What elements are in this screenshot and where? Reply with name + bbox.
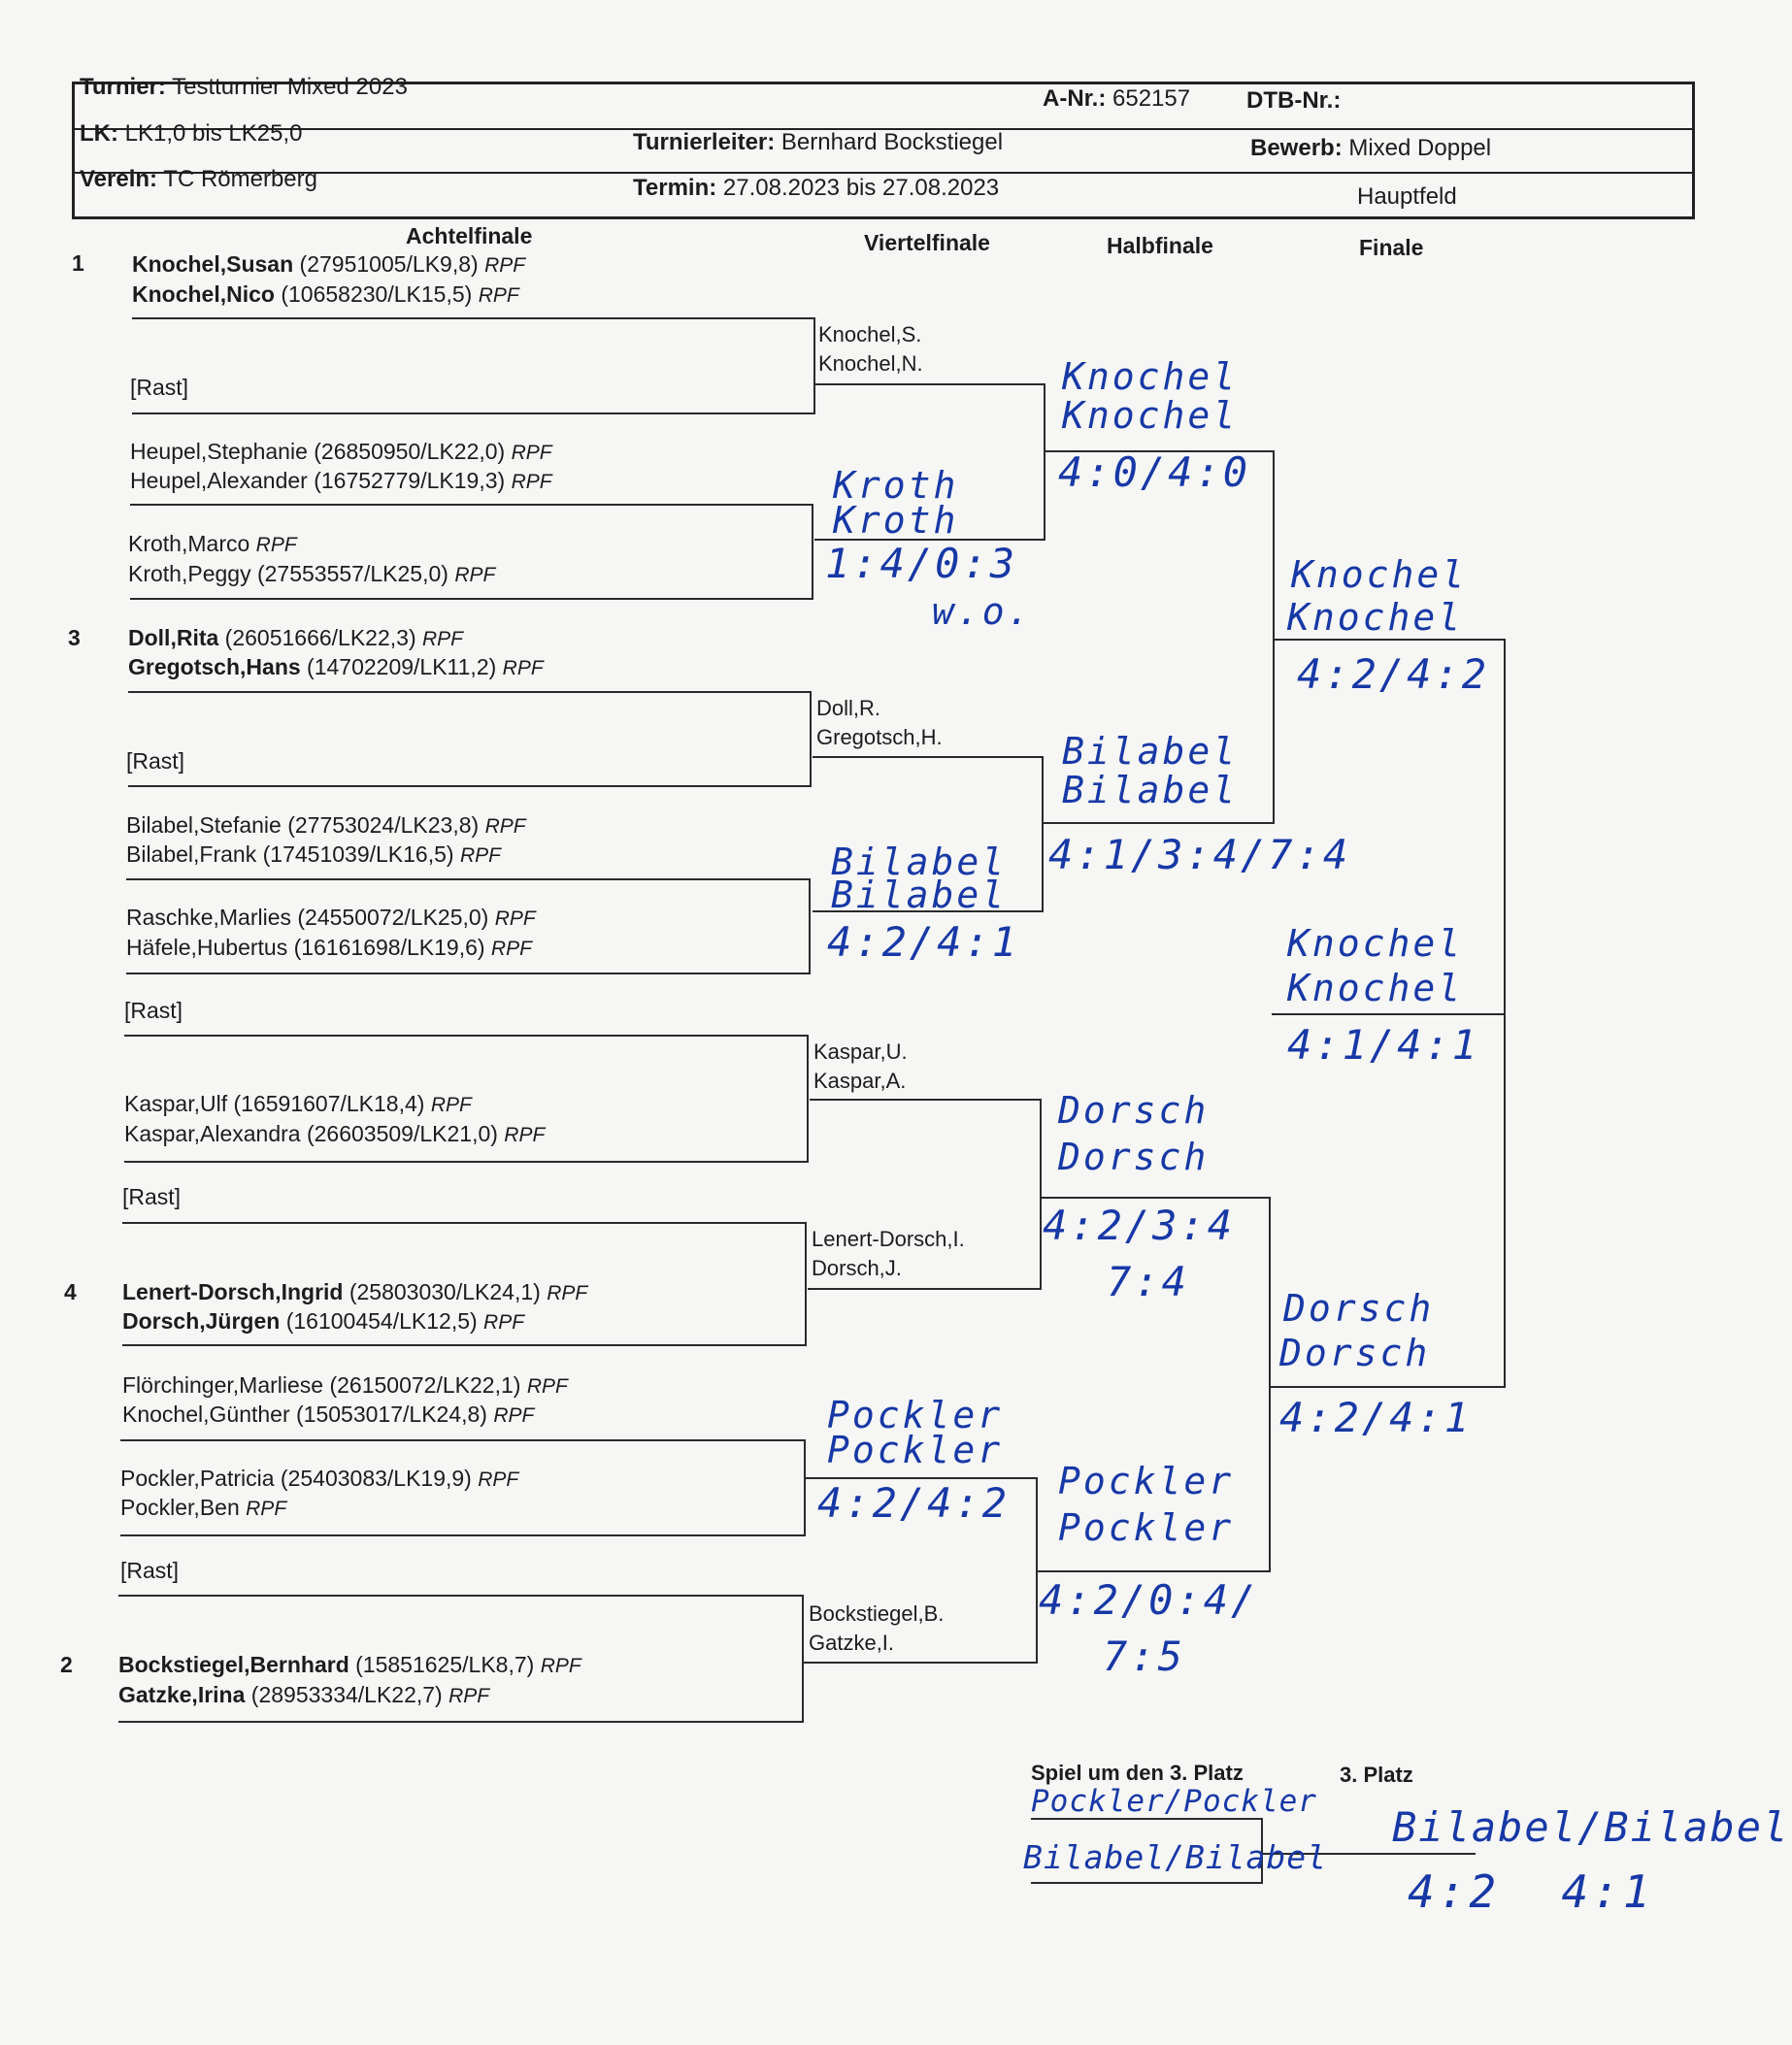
entry-player: Heupel,Alexander (16752779/LK19,3) RPF	[130, 468, 552, 493]
entry-player: Kroth,Marco RPF	[128, 531, 297, 556]
qf-name: Bockstiegel,B.	[809, 1601, 945, 1626]
handwritten-name: Pockler	[827, 1394, 1004, 1436]
handwritten-name: Kroth	[833, 499, 959, 542]
handwritten-name: Pockler	[1058, 1460, 1235, 1502]
entry-player: Kaspar,Ulf (16591607/LK18,4) RPF	[124, 1091, 472, 1116]
third-place-match-label: Spiel um den 3. Platz	[1031, 1761, 1244, 1785]
qf-name: Gatzke,I.	[809, 1631, 895, 1655]
handwritten-score: 7:4	[1107, 1258, 1189, 1305]
entry-player: Bockstiegel,Bernhard (15851625/LK8,7) RPF	[118, 1652, 581, 1677]
entry-player: Dorsch,Jürgen (16100454/LK12,5) RPF	[122, 1308, 525, 1334]
qf-name: Knochel,S.	[818, 322, 922, 346]
bracket-line	[128, 692, 811, 786]
seed-number: 4	[64, 1279, 77, 1304]
handwritten-score: 4:2 4:1	[1408, 1865, 1654, 1918]
qf-name: Dorsch,J.	[812, 1256, 902, 1280]
handwritten-name: Pockler	[827, 1429, 1004, 1471]
handwritten-name: Knochel	[1062, 394, 1239, 437]
handwritten-name: Kroth	[833, 464, 959, 507]
entry-player: Doll,Rita (26051666/LK22,3) RPF	[128, 625, 463, 650]
handwritten-score: 4:2/4:1	[827, 918, 1020, 966]
entry-player: Raschke,Marlies (24550072/LK25,0) RPF	[126, 905, 536, 930]
entry-player: Lenert-Dorsch,Ingrid (25803030/LK24,1) RPF	[122, 1279, 588, 1304]
round-title-finale: Finale	[1359, 235, 1424, 260]
entry-player: Gregotsch,Hans (14702209/LK11,2) RPF	[128, 654, 544, 679]
entry-player: Bilabel,Stefanie (27753024/LK23,8) RPF	[126, 812, 526, 838]
header-anr: A-Nr.: 652157	[1043, 85, 1191, 112]
handwritten-score: 4:2/4:2	[817, 1479, 1011, 1527]
qf-name: Lenert-Dorsch,I.	[812, 1227, 965, 1251]
handwritten-name: Bilabel	[1062, 730, 1239, 773]
entry-player: Knochel,Susan (27951005/LK9,8) RPF	[132, 251, 526, 277]
entry-player: Bilabel,Frank (17451039/LK16,5) RPF	[126, 841, 501, 867]
header-lk: LK: LK1,0 bis LK25,0	[80, 120, 303, 147]
handwritten-score: 4:1/3:4/7:4	[1048, 831, 1351, 878]
entry-player: Kroth,Peggy (27553557/LK25,0) RPF	[128, 561, 496, 586]
handwritten-score: 4:2/4:2	[1297, 650, 1490, 698]
handwritten-name: Pockler	[1058, 1506, 1235, 1549]
entry-rast: [Rast]	[124, 998, 183, 1023]
entry-player: Knochel,Nico (10658230/LK15,5) RPF	[132, 281, 519, 307]
handwritten-score: 4:2/0:4/	[1039, 1576, 1259, 1624]
handwritten-name: Dorsch	[1058, 1136, 1210, 1178]
qf-name: Gregotsch,H.	[816, 725, 943, 749]
entry-player: Knochel,Günther (15053017/LK24,8) RPF	[122, 1402, 535, 1427]
entry-rast: [Rast]	[130, 375, 189, 400]
handwritten-name: Bilabel/Bilabel	[1023, 1838, 1328, 1876]
seed-number: 1	[72, 250, 84, 276]
entry-player: Häfele,Hubertus (16161698/LK19,6) RPF	[126, 935, 532, 960]
handwritten-name: Pockler/Pockler	[1031, 1784, 1317, 1819]
handwritten-name: Knochel	[1287, 922, 1464, 965]
entry-player: Heupel,Stephanie (26850950/LK22,0) RPF	[130, 439, 552, 464]
header-termin: Termin: 27.08.2023 bis 27.08.2023	[633, 175, 1000, 201]
handwritten-score: 4:0/4:0	[1058, 448, 1251, 496]
handwritten-score: 1:4/0:3	[825, 540, 1018, 587]
handwritten-name: Knochel	[1291, 553, 1468, 596]
header-bewerb: Bewerb: Mixed Doppel	[1250, 135, 1492, 161]
handwritten-score: 4:2/4:1	[1279, 1394, 1473, 1441]
entry-player: Flörchinger,Marliese (26150072/LK22,1) RPF	[122, 1372, 568, 1398]
entry-rast: [Rast]	[120, 1558, 180, 1583]
header-dtb: DTB-Nr.:	[1246, 87, 1342, 114]
handwritten-name: Dorsch	[1058, 1089, 1210, 1132]
handwritten-name: Dorsch	[1279, 1332, 1431, 1374]
round-title-halbfinale: Halbfinale	[1107, 233, 1213, 258]
entry-rast: [Rast]	[126, 748, 185, 774]
qf-name: Knochel,N.	[818, 351, 923, 376]
handwritten-name: Bilabel	[831, 874, 1008, 916]
header-leiter: Turnierleiter: Bernhard Bockstiegel	[633, 129, 1004, 155]
round-title-viertelfinale: Viertelfinale	[864, 230, 990, 255]
qf-name: Doll,R.	[816, 696, 881, 720]
entry-rast: [Rast]	[122, 1184, 182, 1209]
header-turnier: Turnier: Testturnier Mixed 2023	[80, 74, 408, 100]
handwritten-name: Bilabel/Bilabel	[1392, 1803, 1790, 1851]
handwritten-name: Knochel	[1287, 596, 1464, 639]
header-feld: Hauptfeld	[1357, 183, 1457, 210]
qf-name: Kaspar,U.	[813, 1039, 908, 1064]
handwritten-name: Knochel	[1062, 355, 1239, 398]
qf-name: Kaspar,A.	[813, 1069, 907, 1093]
handwritten-score: 4:1/4:1	[1287, 1021, 1480, 1069]
handwritten-name: Bilabel	[1062, 769, 1239, 811]
handwritten-score: 7:5	[1103, 1633, 1185, 1680]
entry-player: Gatzke,Irina (28953334/LK22,7) RPF	[118, 1682, 490, 1707]
handwritten-name: Bilabel	[831, 841, 1008, 883]
seed-number: 3	[68, 625, 81, 650]
handwritten-name: Dorsch	[1283, 1287, 1435, 1330]
handwritten-name: Knochel	[1287, 967, 1464, 1009]
round-title-achtelfinale: Achtelfinale	[406, 223, 533, 248]
handwritten-score: 4:2/3:4	[1043, 1202, 1236, 1249]
handwritten-note: w.o.	[932, 590, 1033, 633]
bracket-line	[132, 318, 814, 413]
header-verein: Verein: TC Römerberg	[80, 166, 317, 192]
seed-number: 2	[60, 1652, 73, 1677]
entry-player: Pockler,Ben RPF	[120, 1495, 287, 1520]
entry-player: Pockler,Patricia (25403083/LK19,9) RPF	[120, 1466, 519, 1491]
third-place-label: 3. Platz	[1340, 1763, 1413, 1787]
entry-player: Kaspar,Alexandra (26603509/LK21,0) RPF	[124, 1121, 546, 1146]
